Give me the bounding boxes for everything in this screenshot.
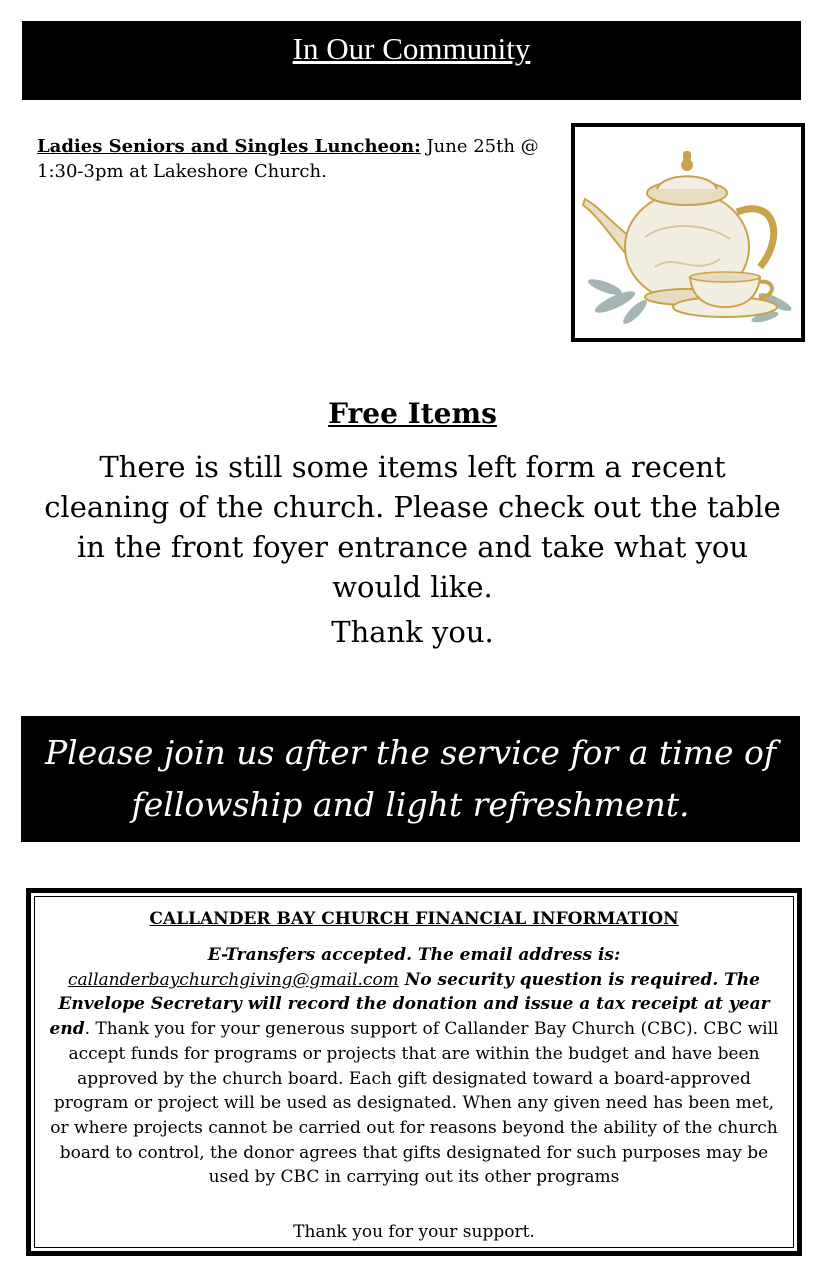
community-header-banner xyxy=(22,21,801,100)
financial-info-body xyxy=(45,943,783,1190)
financial-info-title: CALLANDER BAY CHURCH FINANCIAL INFORMATION xyxy=(149,909,679,929)
financial-info-inner-border xyxy=(34,896,794,1248)
financial-info-box xyxy=(26,888,802,1256)
luncheon-label: Ladies Seniors and Singles Luncheon: xyxy=(37,136,421,157)
fellowship-line-2: fellowship and light refreshment. xyxy=(131,785,690,824)
fellowship-line-1: Please join us after the service for a time of xyxy=(44,733,777,772)
free-items-title: Free Items xyxy=(328,397,497,430)
fellowship-text xyxy=(45,727,776,831)
etransfer-details: No security question is required. The Envelope Secretary will record the donation and issue a tax receipt at year end xyxy=(49,969,770,1040)
teapot-image xyxy=(571,123,805,342)
free-items-body: There is still some items left form a recent cleaning of the church. Please check out the table in the front foyer entrance and take what you would like. xyxy=(44,450,781,604)
luncheon-announcement xyxy=(37,134,567,184)
financial-thanks: Thank you for your support. xyxy=(293,1222,535,1242)
free-items-thanks: Thank you. xyxy=(331,615,494,649)
fellowship-banner xyxy=(21,716,800,842)
etransfer-intro: E-Transfers accepted. The email address is: xyxy=(207,945,621,965)
financial-policy-text: . Thank you for your generous support of Callander Bay Church (CBC). CBC will accept funds for programs or projects that are within the budget and have been approved by the church board. Each gift designated toward a board-approved program or project will be used as designated. When any given need has been met, or where projects cannot be carried out for reasons beyond the ability of the church board to control, the donor agrees that gifts designated for such purposes may be used by CBC in carrying out its other programs xyxy=(50,1019,779,1188)
teapot-icon xyxy=(575,127,801,338)
community-header-title: In Our Community xyxy=(292,31,531,66)
giving-email-link[interactable]: callanderbaychurchgiving@gmail.com xyxy=(68,969,399,990)
luncheon-details: June 25th @ 1:30-3pm at Lakeshore Church. xyxy=(37,136,539,182)
